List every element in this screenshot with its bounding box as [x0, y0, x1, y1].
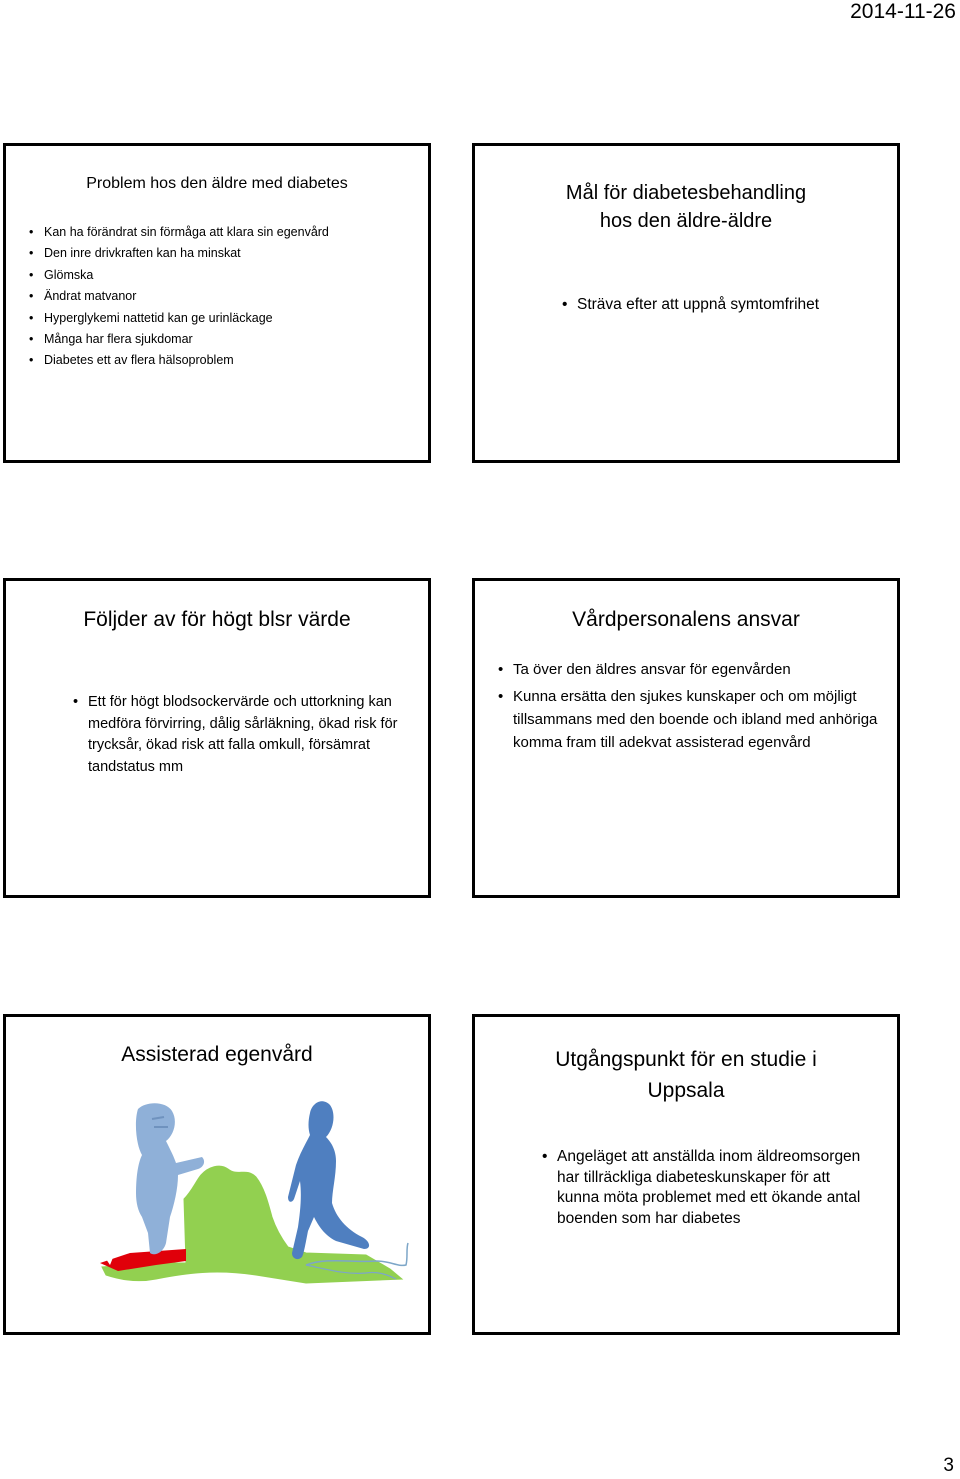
two-figures-illustration-icon [6, 1017, 428, 1332]
bullet-list [513, 658, 883, 758]
slide-title-line: Mål för diabetesbehandling [565, 182, 807, 204]
bullet-item: • Glömska [44, 265, 329, 286]
slide-title-line: Uppsala [647, 1079, 725, 1102]
slide-study-uppsala [472, 1014, 900, 1335]
bullet-item: • Angeläget att anställda inom äldreomsorgen har tillräckliga diabeteskunskaper för att kunna möta problemet med ett ökande antal boenden som har diabetes [557, 1147, 867, 1229]
bullet-item: • Diabetes ett av flera hälsoproblem [44, 350, 329, 371]
slide-consequences [3, 578, 431, 898]
bullet-item: • Ett för högt blodsockervärde och uttorkning kan medföra förvirring, dålig sårläkning, ökad risk för trycksår, ökad risk att falla omkull, försämrat tandstatus mm [88, 692, 418, 778]
bullet-item: • Den inre drivkraften kan ha minskat [44, 243, 329, 264]
bullet-item: • Kan ha förändrat sin förmåga att klara sin egenvård [44, 222, 329, 243]
slide-title [475, 179, 897, 235]
page-date: 2014-11-26 [850, 0, 956, 23]
bullet-list [88, 692, 418, 778]
slide-goal [472, 143, 900, 463]
page-number: 3 [943, 1455, 954, 1476]
slide-title: Assisterad egenvård [121, 1043, 313, 1066]
bullet-list [577, 296, 819, 314]
bullet-list [44, 222, 329, 372]
bullet-item: • Ta över den äldres ansvar för egenvården [513, 658, 883, 681]
slide-title: Problem hos den äldre med diabetes [86, 175, 348, 192]
bullet-item: • Ändrat matvanor [44, 286, 329, 307]
bullet-item: • Många har flera sjukdomar [44, 329, 329, 350]
slide-title: Vårdpersonalens ansvar [572, 608, 800, 631]
slide-title [475, 1044, 897, 1106]
bullet-list [557, 1147, 867, 1229]
slide-title-line: hos den äldre-äldre [599, 210, 773, 232]
bullet-item: • Kunna ersätta den sjukes kunskaper och om möjligt tillsammans med den boende och ibland med anhöriga komma fram till adekvat assisterad egenvård [513, 685, 883, 754]
slide-problem [3, 143, 431, 463]
bullet-item: • Hyperglykemi nattetid kan ge urinläckage [44, 308, 329, 329]
slide-staff-responsibility [472, 578, 900, 898]
slide-title: Följder av för högt blsr värde [83, 608, 351, 631]
bullet-item: • Sträva efter att uppnå symtomfrihet [577, 296, 819, 314]
slide-assisted-selfcare [3, 1014, 431, 1335]
slide-title-line: Utgångspunkt för en studie i [555, 1048, 817, 1071]
